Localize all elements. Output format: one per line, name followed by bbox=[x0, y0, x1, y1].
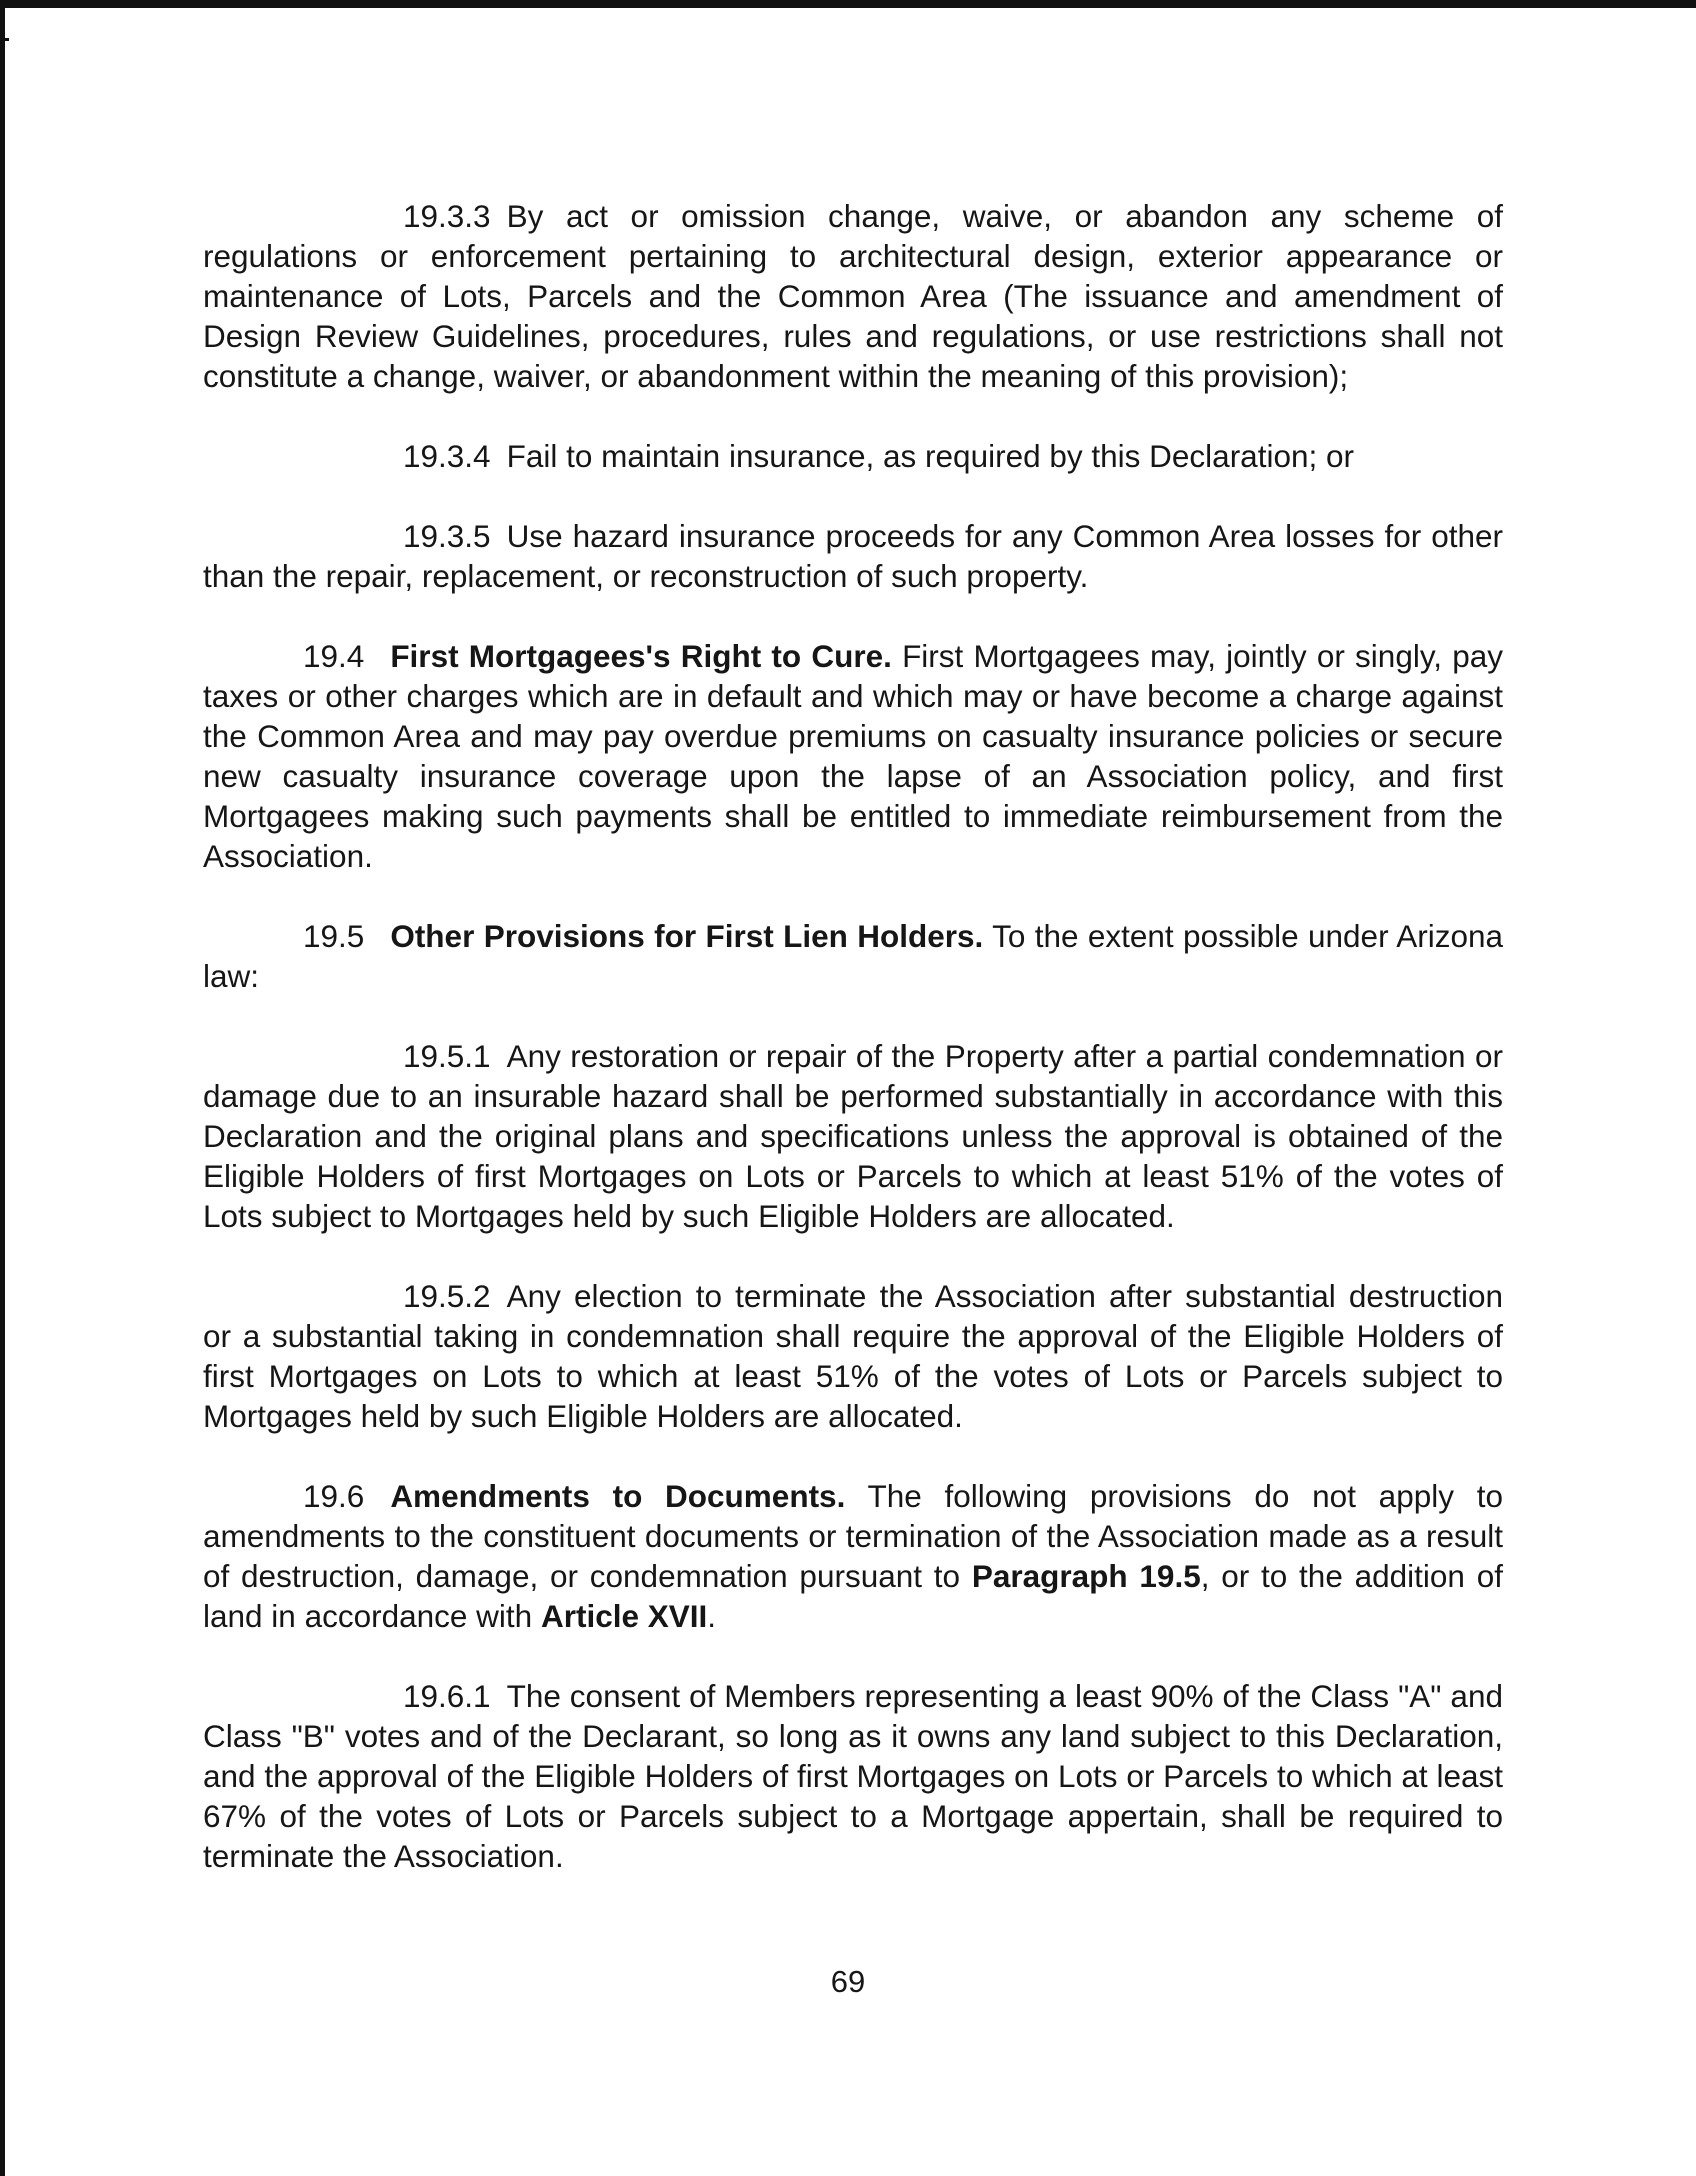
paragraph-19-5-1 bbox=[203, 1036, 1503, 1236]
paragraph-number: 19.3.3 bbox=[403, 198, 491, 234]
section-text: , or to the addition of land in accordance with bbox=[203, 1558, 1503, 1634]
paragraph-19-6-1 bbox=[203, 1676, 1503, 1876]
scan-edge-left bbox=[0, 0, 5, 2176]
scan-edge-mark bbox=[0, 38, 9, 41]
section-number: 19.4 bbox=[303, 638, 365, 674]
section-text: First Mortgagees may, jointly or singly, pay taxes or other charges which are in default and which may or have become a charge against the Common Area and may pay overdue premiums on casualty insurance policies or secure new casualty insurance coverage upon the lapse of an Association policy, and first Mortgagees making such payments shall be entitled to immediate reimbursement from the Association. bbox=[203, 638, 1503, 874]
paragraph-number: 19.5.1 bbox=[403, 1038, 491, 1074]
section-19-6 bbox=[203, 1476, 1503, 1636]
scan-edge-top bbox=[0, 0, 1696, 8]
paragraph-number: 19.3.5 bbox=[403, 518, 491, 554]
section-text: . bbox=[707, 1598, 717, 1634]
document-body bbox=[203, 196, 1503, 1916]
paragraph-number: 19.5.2 bbox=[403, 1278, 491, 1314]
section-heading: First Mortgagees's Right to Cure. bbox=[390, 638, 892, 674]
paragraph-text: Use hazard insurance proceeds for any Common Area losses for other than the repair, replacement, or reconstruction of such property. bbox=[203, 518, 1503, 594]
page-number: 69 bbox=[830, 1964, 866, 1999]
paragraph-19-3-4 bbox=[203, 436, 1503, 476]
section-text: To the extent possible under Arizona law: bbox=[203, 918, 1503, 994]
section-19-5 bbox=[203, 916, 1503, 996]
paragraph-19-3-5 bbox=[203, 516, 1503, 596]
section-heading: Other Provisions for First Lien Holders. bbox=[390, 918, 984, 954]
paragraph-text: The consent of Members representing a least 90% of the Class "A" and Class "B" votes and of the Declarant, so long as it owns any land subject to this Declaration, and the approval of the Eligible Holders of first Mortgages on Lots or Parcels to which at least 67% of the votes of Lots or Parcels subject to a Mortgage appertain, shall be required to terminate the Association. bbox=[203, 1678, 1503, 1874]
section-19-4 bbox=[203, 636, 1503, 876]
paragraph-text: Any election to terminate the Association after substantial destruction or a substantial taking in condemnation shall require the approval of the Eligible Holders of first Mortgages on Lots to which at least 51% of the votes of Lots or Parcels subject to Mortgages held by such Eligible Holders are allocated. bbox=[203, 1278, 1503, 1434]
cross-reference-paragraph: Paragraph 19.5 bbox=[971, 1558, 1201, 1594]
section-heading: Amendments to Documents. bbox=[390, 1478, 846, 1514]
paragraph-19-5-2 bbox=[203, 1276, 1503, 1436]
paragraph-text: By act or omission change, waive, or abandon any scheme of regulations or enforcement pertaining to architectural design, exterior appearance or maintenance of Lots, Parcels and the Common Area (The issuance and amendment of Design Review Guidelines, procedures, rules and regulations, or use restrictions shall not constitute a change, waiver, or abandonment within the meaning of this provision); bbox=[203, 198, 1503, 394]
paragraph-text: Any restoration or repair of the Property after a partial condemnation or damage due to an insurable hazard shall be performed substantially in accordance with this Declaration and the original plans and specifications unless the approval is obtained of the Eligible Holders of first Mortgages on Lots or Parcels to which at least 51% of the votes of Lots subject to Mortgages held by such Eligible Holders are allocated. bbox=[203, 1038, 1503, 1234]
cross-reference-article: Article XVII bbox=[540, 1598, 708, 1634]
paragraph-number: 19.3.4 bbox=[403, 438, 491, 474]
section-text: The following provisions do not apply to amendments to the constituent documents or termination of the Association made as a result of destruction, damage, or condemnation pursuant to bbox=[203, 1478, 1503, 1594]
paragraph-19-3-3 bbox=[203, 196, 1503, 396]
paragraph-text: Fail to maintain insurance, as required by this Declaration; or bbox=[506, 438, 1355, 474]
section-number: 19.6 bbox=[303, 1478, 365, 1514]
paragraph-number: 19.6.1 bbox=[403, 1678, 491, 1714]
section-number: 19.5 bbox=[303, 918, 365, 954]
